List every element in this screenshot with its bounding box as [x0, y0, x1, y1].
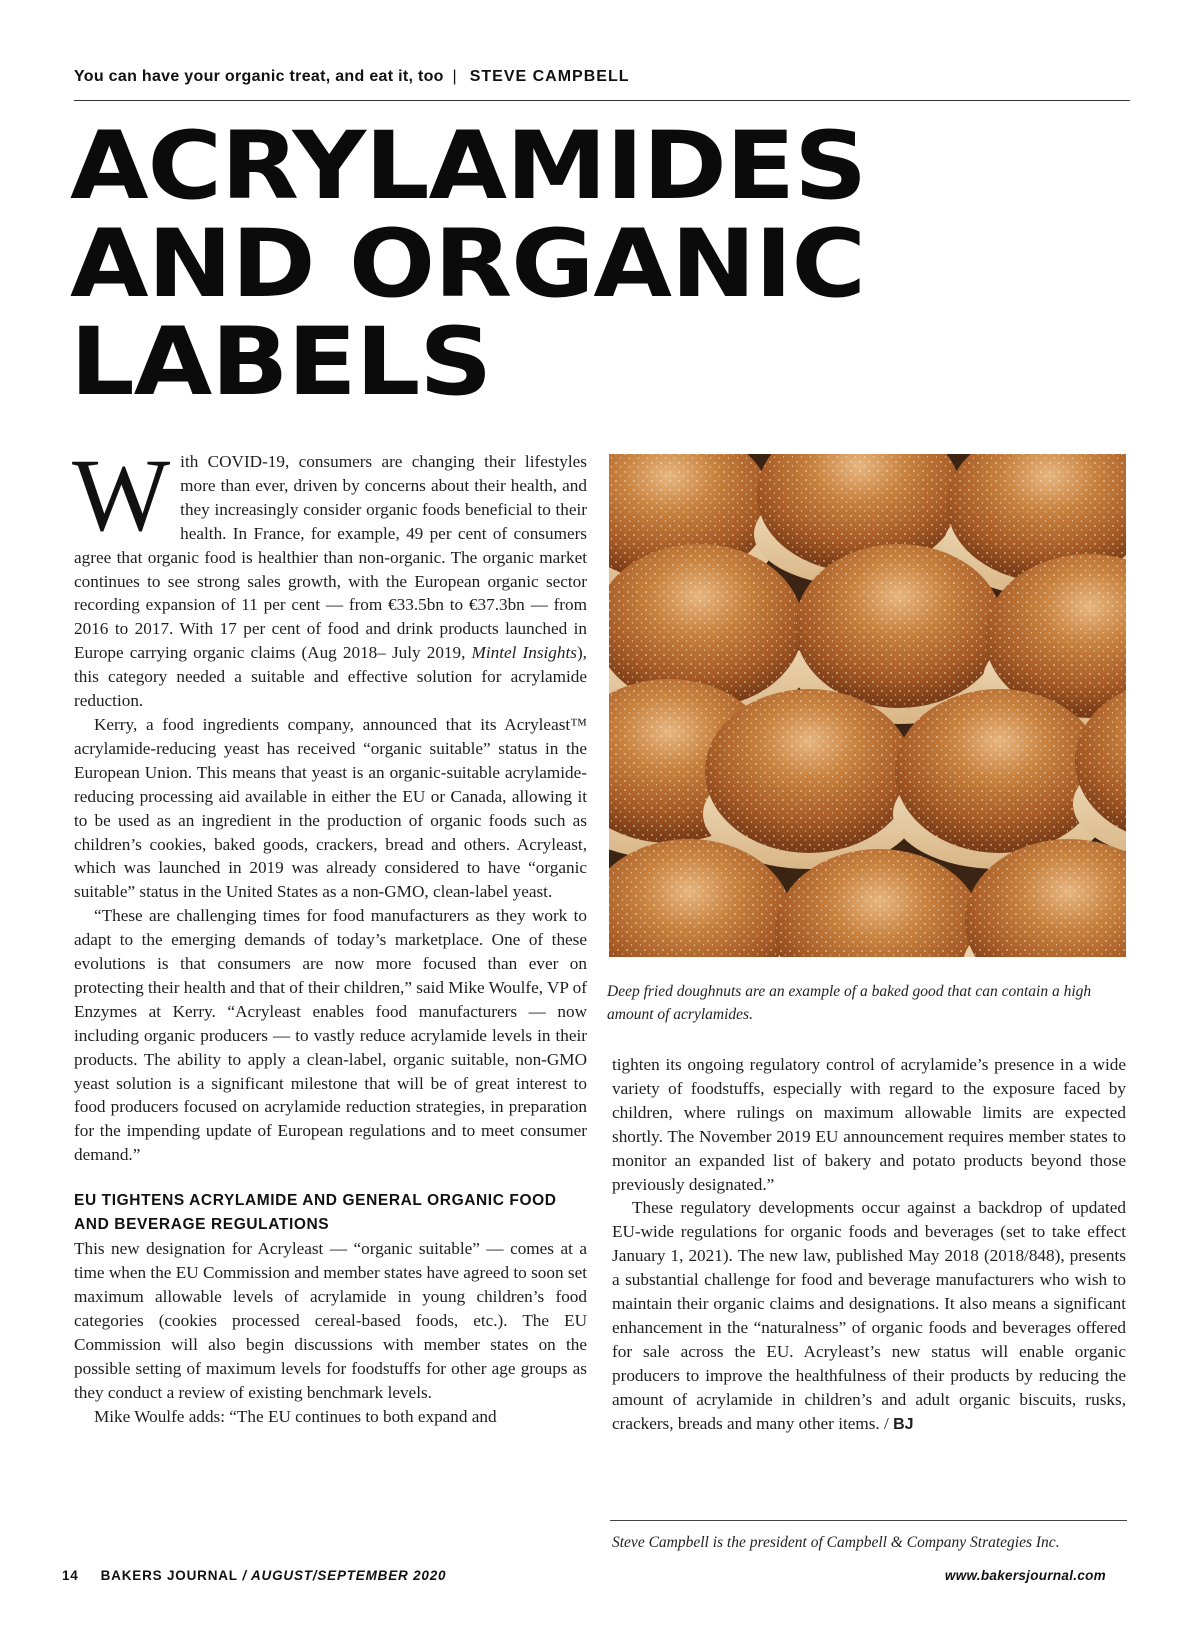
end-slash: /	[879, 1413, 894, 1433]
author-name: STEVE CAMPBELL	[469, 68, 630, 85]
drop-cap: W	[72, 438, 171, 553]
article-paragraph: “These are challenging times for food manufacturers as they work to adapt to the emerging demands of today’s marketplace. One of these evolutions is that consumers are now more focused than ever on protecting their health and that of their children,” said Mike Woulfe, VP of Enzymes at Kerry. “Acryleast enables food manufacturers — now including organic producers — to vastly reduce acrylamide levels in their products. The ability to apply a clean-label, organic suitable, non-GMO yeast solution is a significant milestone that will be of great interest to food producers focused on acrylamide reduction strategies, in preparation for the impending update of European regulations and to meet consumer demand.”	[74, 906, 587, 1165]
bio-rule	[610, 1520, 1127, 1521]
headline-line-1: ACRYLAMIDES	[70, 112, 867, 221]
kicker-separator: |	[452, 68, 457, 85]
paragraph-text-end: ), this category needed a suitable and effective solution for acrylamide reduction.	[74, 643, 587, 711]
article-paragraph: Mike Woulfe adds: “The EU continues to both expand and	[94, 1406, 497, 1426]
article-headline	[70, 112, 1150, 417]
article-paragraph: Kerry, a food ingredients company, announced that its Acryleast™ acrylamide-reducing yeast has received “organic suitable” status in the European Union. This means that yeast is an organic-suitable acrylamide-reducing processing aid available in either the EU or Canada, allowing it to be used as an ingredient in the production of organic foods such as children’s cookies, baked goods, crackers, bread and others. Acryleast, which was launched in 2019 was already considered to have “organic suitable” status in the United States as a non-GMO, clean-label yeast.	[74, 714, 587, 902]
page-number: 14	[62, 1568, 79, 1583]
doughnuts-photo-icon	[609, 454, 1126, 957]
article-kicker	[74, 68, 630, 86]
article-paragraph	[72, 438, 587, 713]
footer-folio	[62, 1568, 446, 1583]
end-mark: BJ	[893, 1415, 914, 1433]
paragraph-text: These regulatory developments occur against a backdrop of updated EU-wide regulations for organic foods and beverages (set to take effect January 1, 2021). The new law, published May 2018 (2018/848), presents a substantial challenge for food and beverage manufacturers who wish to maintain their organic claims and designations. It also means a significant enhancement in the “naturalness” of organic foods and beverages offered for sale across the EU. Acryleast’s new status will enable organic producers to improve the healthfulness of their products by reducing the amount of acrylamide in children’s and adult organic biscuits, rusks, crackers, breads and many other items.	[612, 1198, 1126, 1433]
article-column-left	[72, 438, 587, 1428]
magazine-name: BAKERS JOURNAL	[100, 1568, 238, 1583]
photo-caption: Deep fried doughnuts are an example of a baked good that can contain a high amount of acrylamides.	[607, 983, 1092, 1023]
article-paragraph	[612, 1196, 1126, 1436]
kicker-text: You can have your organic treat, and eat it, too	[74, 68, 444, 85]
header-rule	[74, 100, 1130, 101]
issue-date: / AUGUST/SEPTEMBER 2020	[237, 1568, 447, 1583]
headline-line-3: LABELS	[70, 308, 492, 417]
paragraph-text: ith COVID-19, consumers are changing their lifestyles more than ever, driven by concerns about their health, and they increasingly consider organic foods beneficial to their health. In France, for example, 49 per cent of consumers agree that organic food is healthier than non-organic. The organic market continues to see strong sales growth, with the European organic sector recording expansion of 11 per cent — from €33.5bn to €37.3bn — from 2016 to 2017. With 17 per cent of food and drink products launched in Europe carrying organic claims (Aug 2018– July 2019,	[74, 452, 587, 663]
article-paragraph-continued: tighten its ongoing regulatory control of acrylamide’s presence in a wide variety of foodstuffs, especially with regard to the exposure faced by children, where rulings on maximum allowable limits are expected shortly. The November 2019 EU announcement requires member states to monitor an expanded list of bakery and potato products beyond those previously designated.”	[612, 1055, 1126, 1194]
headline-line-2: AND ORGANIC	[70, 210, 865, 319]
section-subhead: EU TIGHTENS ACRYLAMIDE AND GENERAL ORGANIC FOOD AND BEVERAGE REGULATIONS	[74, 1192, 557, 1234]
doughnuts-photo	[609, 454, 1126, 957]
article-paragraph: This new designation for Acryleast — “organic suitable” — comes at a time when the EU Commission and member states have agreed to soon set maximum allowable levels of acrylamide in young children’s food categories (cookies processed cereal-based foods, etc.). The EU Commission will also begin discussions with member states on the possible setting of maximum levels for foodstuffs for other age groups as they conduct a review of existing benchmark levels.	[74, 1239, 587, 1402]
author-bio: Steve Campbell is the president of Campbell & Company Strategies Inc.	[612, 1534, 1060, 1551]
article-column-right	[612, 1053, 1126, 1437]
source-italic: Mintel Insights	[471, 643, 577, 663]
footer-website-link[interactable]: www.bakersjournal.com	[944, 1568, 1106, 1583]
